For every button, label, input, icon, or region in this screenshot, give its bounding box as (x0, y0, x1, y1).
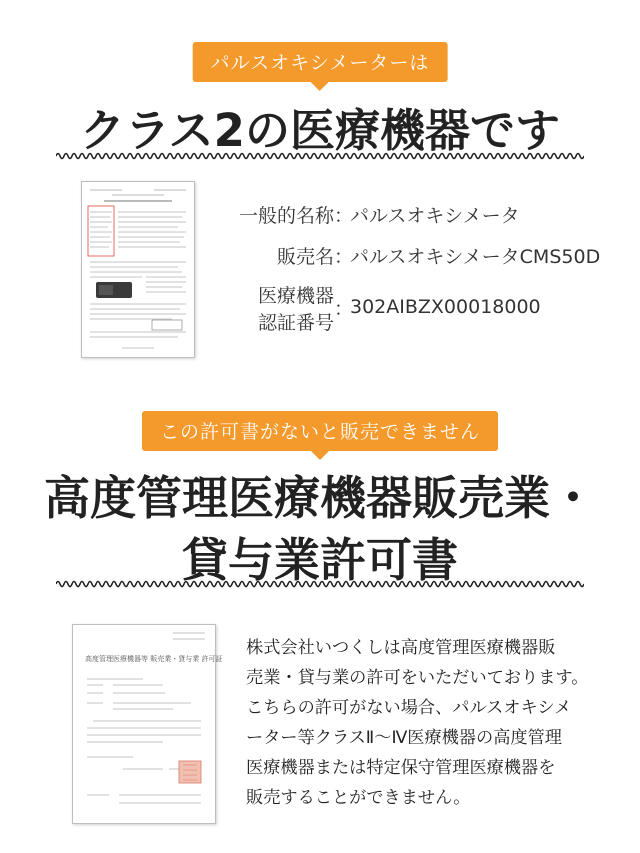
wavy-divider-1 (56, 150, 584, 162)
spec-colon: ： (334, 205, 354, 227)
section2-badge: この許可書がないと販売できません (142, 411, 498, 451)
license-doc-title: 高度管理医療機器等 販売業・貸与業 許可証 (85, 655, 223, 663)
spec-label-cert-line1: 医療機器 (257, 285, 334, 307)
section1-badge: パルスオキシメーターは (193, 42, 448, 82)
body-line: 売業・貸与業の許可をいただいております。 (246, 668, 589, 688)
license-document-graphic (73, 625, 215, 823)
certificate-document-image (81, 181, 195, 358)
section2-headline-line1: 高度管理医療機器販売業・ (44, 471, 596, 525)
spec-value-cert-number: 302AIBZX00018000 (350, 296, 541, 318)
body-line: 株式会社いつくしは高度管理医療機器販 (246, 638, 556, 658)
section2-headline-line2: 貸与業許可書 (182, 533, 458, 587)
spec-label-sales-name: 販売名 (276, 246, 334, 268)
body-line: 医療機器または特定保守管理医療機器を (246, 758, 556, 778)
spec-label-cert-line2: 認証番号 (257, 312, 334, 334)
body-line: 販売することができません。 (246, 788, 471, 808)
spec-colon: ： (334, 246, 354, 268)
section1-headline: クラス2の医療機器です (80, 104, 560, 157)
certificate-document-graphic (82, 182, 194, 357)
spec-label-generic-name: 一般的名称 (238, 205, 334, 227)
spec-colon: ： (334, 298, 354, 320)
spec-value-sales-name: パルスオキシメータCMS50D (350, 246, 601, 268)
body-line: ーター等クラスⅡ～Ⅳ医療機器の高度管理 (246, 728, 562, 748)
body-paragraph (246, 633, 634, 813)
wavy-divider-2 (56, 578, 584, 590)
body-line: こちらの許可がない場合、パルスオキシメ (246, 698, 572, 718)
spec-value-generic-name: パルスオキシメータ (350, 205, 520, 227)
license-document-image (72, 624, 223, 824)
